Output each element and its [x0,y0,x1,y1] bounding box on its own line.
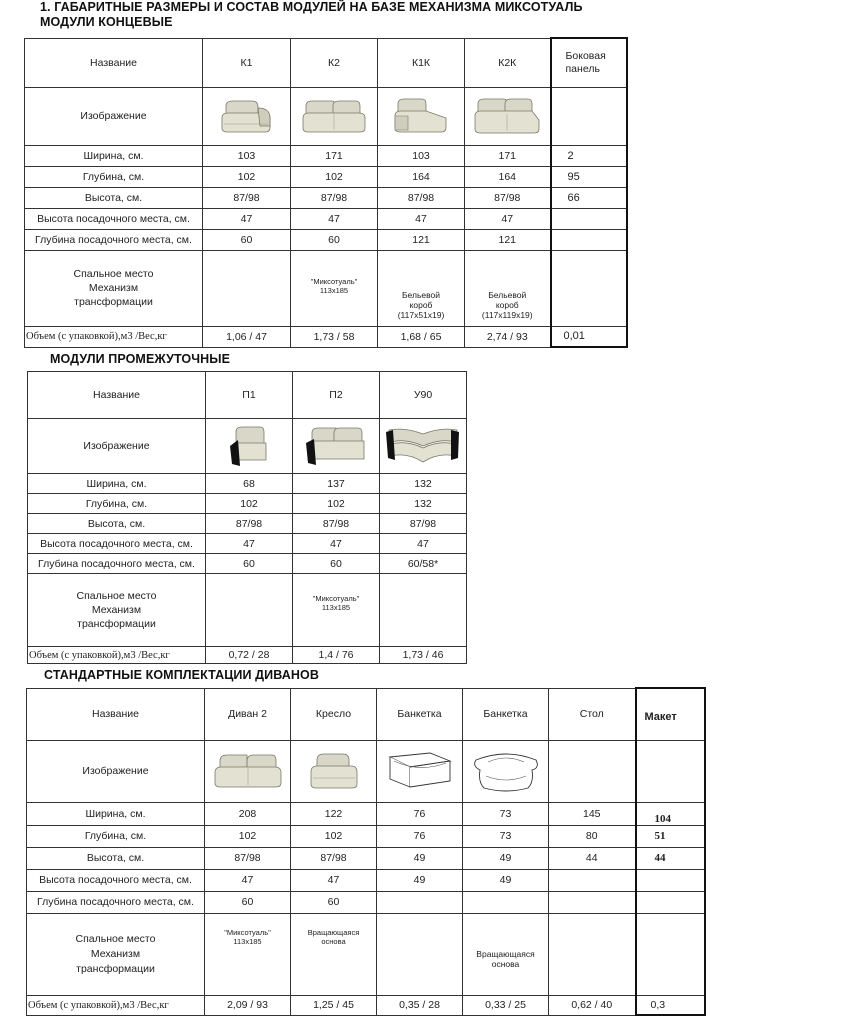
image-label: Изображение [27,740,205,802]
width-value: 137 [293,474,380,494]
side-panel-label-1: Боковая [565,49,606,62]
sleep-mechanism-label [28,574,206,647]
empty-cell [463,891,549,913]
seat-height-value: 47 [291,869,377,891]
depth-label: Глубина, см. [28,494,206,514]
double-seat-module-image [304,425,368,467]
seat-height-label: Высота посадочного места, см. [27,869,205,891]
module-name-p1: П1 [206,372,293,419]
module-name-k2k: К2К [465,38,551,87]
width-label: Ширина, см. [27,802,205,825]
sleep-mechanism-row [27,913,705,995]
side-panel-depth: 95 [551,166,627,187]
mechanism-name: "Миксотуаль" [224,927,271,937]
depth-value: 102 [291,166,378,187]
width-row [28,474,467,494]
empty-cell [549,891,636,913]
u90-image [380,419,467,474]
height-value: 87/98 [206,514,293,534]
standard-sets-table [26,687,706,1016]
image-row [27,740,705,802]
image-label: Изображение [28,419,206,474]
sleep-label-line-1: Спальное место [75,932,156,945]
volume-value: 1,73 / 46 [380,647,467,664]
height-value: 87/98 [293,514,380,534]
width-label: Ширина, см. [25,145,203,166]
depth-value: 164 [465,166,551,187]
set-name-table: Стол [549,688,636,740]
seat-depth-value: 121 [465,229,551,250]
sleep-label-line-1: Спальное место [73,268,154,280]
seat-height-value: 47 [203,208,291,229]
volume-value: 1,73 / 58 [291,326,378,347]
empty-cell [549,913,636,995]
ottoman-rotating-base [463,913,549,995]
height-row [27,847,705,869]
storage-box-label: короб [409,299,433,310]
sofa-image [205,740,291,802]
name-row [28,372,467,419]
maket-volume: 0,3 [636,995,705,1015]
rotating-base-label: Вращающаяся [476,949,535,959]
height-value: 87/98 [465,187,551,208]
seat-height-row [25,208,627,229]
k2-mechanism [291,250,378,326]
name-row [27,688,705,740]
armchair-rotating-base [291,913,377,995]
height-value: 44 [549,847,636,869]
seat-height-value: 47 [291,208,378,229]
volume-value: 2,09 / 93 [205,995,291,1015]
seat-height-value: 47 [205,869,291,891]
sleep-label-line-2: Механизм [90,947,141,960]
module-name-k1: К1 [203,38,291,87]
seat-height-label: Высота посадочного места, см. [25,208,203,229]
seat-depth-value: 60 [203,229,291,250]
side-panel-empty-cell [551,208,627,229]
height-value: 87/98 [203,187,291,208]
sofa-image-svg [214,751,282,791]
volume-row [25,326,627,347]
depth-value: 102 [291,825,377,847]
seat-height-row [28,534,467,554]
section-title-end-modules: МОДУЛИ КОНЦЕВЫЕ [40,15,173,29]
empty-cell [377,913,463,995]
table-seat-height-empty [549,869,636,891]
name-label: Название [28,372,206,419]
p1-image [206,419,293,474]
side-panel-empty-cell [551,229,627,250]
maket-empty-cell [636,913,705,995]
width-row [27,802,705,825]
seat-depth-value: 60 [206,554,293,574]
volume-value: 0,35 / 28 [377,995,463,1015]
ottoman-drawing [386,749,454,793]
height-value: 87/98 [291,847,377,869]
armchair-module-image [220,96,274,136]
k1-mechanism-empty [203,250,291,326]
module-name-p2: П2 [293,372,380,419]
depth-label: Глубина, см. [25,166,203,187]
depth-value: 76 [377,825,463,847]
height-value: 49 [377,847,463,869]
sleep-mechanism-label [27,913,205,995]
table-image-empty [549,740,636,802]
image-row [25,87,627,145]
depth-value: 164 [378,166,465,187]
width-value: 132 [380,474,467,494]
k2-image [291,87,378,145]
ottoman-1-image [377,740,463,802]
sleep-label-line-2: Механизм [91,604,142,616]
volume-value: 1,68 / 65 [378,326,465,347]
side-panel-image-cell [551,87,627,145]
height-label: Высота, см. [28,514,206,534]
depth-value: 132 [380,494,467,514]
width-value: 103 [203,145,291,166]
width-value: 68 [206,474,293,494]
two-seat-module-image [302,96,366,136]
seat-height-label: Высота посадочного места, см. [28,534,206,554]
empty-cell [377,891,463,913]
height-value: 87/98 [380,514,467,534]
width-row [25,145,627,166]
seat-height-value: 49 [377,869,463,891]
image-label: Изображение [25,87,203,145]
depth-row [28,494,467,514]
volume-value: 0,72 / 28 [206,647,293,664]
depth-label: Глубина, см. [27,825,205,847]
k2k-image [465,87,551,145]
height-row [25,187,627,208]
side-panel-header [551,38,627,87]
volume-value: 1,4 / 76 [293,647,380,664]
depth-value: 73 [463,825,549,847]
width-value: 76 [377,802,463,825]
side-panel-height: 66 [551,187,627,208]
width-value: 122 [291,802,377,825]
height-row [28,514,467,534]
width-value: 103 [378,145,465,166]
depth-value: 80 [549,825,636,847]
name-row [25,38,627,87]
height-value: 87/98 [205,847,291,869]
end-modules-table [24,37,628,348]
set-name-armchair: Кресло [291,688,377,740]
seat-depth-label: Глубина посадочного места, см. [25,229,203,250]
height-label: Высота, см. [27,847,205,869]
storage-box-size: (117х51х19) [397,309,445,320]
sleep-label-line-3: трансформации [76,962,155,975]
width-value: 145 [549,802,636,825]
image-row [28,419,467,474]
name-label: Название [25,38,203,87]
depth-row [25,166,627,187]
set-name-ottoman: Банкетка [377,688,463,740]
seat-height-value: 47 [206,534,293,554]
seat-depth-row [28,554,467,574]
sleep-mechanism-label [25,250,203,326]
single-seat-module-image [226,424,272,468]
seat-height-value: 47 [378,208,465,229]
seat-height-value: 49 [463,869,549,891]
seat-depth-value: 121 [378,229,465,250]
storage-box-size: (117х119х19) [481,309,533,320]
seat-depth-value: 60 [293,554,380,574]
rotating-base-label: Вращающаяся [307,927,360,937]
sleep-label-line-3: трансформации [77,618,156,630]
section-title-intermediate: МОДУЛИ ПРОМЕЖУТОЧНЫЕ [50,352,231,366]
u90-mechanism-empty [380,574,467,647]
mechanism-size: 113х185 [233,936,262,946]
height-value: 49 [463,847,549,869]
p2-mechanism [293,574,380,647]
side-panel-empty-cell [551,250,627,326]
chaise-module-image [394,96,448,136]
height-value: 87/98 [291,187,378,208]
maket-height: 44 [636,847,705,869]
sleep-label-line-2: Механизм [88,282,139,294]
width-label: Ширина, см. [28,474,206,494]
seat-height-value: 47 [465,208,551,229]
storage-box-label: короб [495,299,519,310]
height-value: 87/98 [378,187,465,208]
width-value: 171 [465,145,551,166]
round-ottoman-drawing [470,748,542,794]
armchair-image [291,740,377,802]
volume-label: Объем (с упаковкой),м3 /Вес,кг [27,995,205,1015]
maket-empty-cell [636,869,705,891]
width-value: 208 [205,802,291,825]
volume-value: 2,74 / 93 [465,326,551,347]
seat-depth-value: 60 [205,891,291,913]
sleep-label-line-3: трансформации [74,296,153,308]
p1-mechanism-empty [206,574,293,647]
mechanism-name: "Миксотуаль" [310,276,358,286]
sleep-mechanism-row [25,250,627,326]
rotating-base-label: основа [321,936,346,946]
seat-depth-label: Глубина посадочного места, см. [28,554,206,574]
k2k-storage-box [465,250,551,326]
seat-depth-value: 60/58* [380,554,467,574]
mechanism-size: 113х185 [319,285,349,295]
volume-row [28,647,467,664]
seat-depth-row [25,229,627,250]
width-value: 171 [291,145,378,166]
side-panel-width: 2 [551,145,627,166]
sleep-mechanism-row [28,574,467,647]
volume-row [27,995,705,1015]
rotating-base-label: основа [491,959,520,969]
maket-width: 104 [636,802,705,825]
side-panel-label-2: панель [565,62,600,75]
module-name-k2: К2 [291,38,378,87]
width-value: 73 [463,802,549,825]
depth-value: 102 [203,166,291,187]
depth-value: 102 [206,494,293,514]
maket-depth: 51 [636,825,705,847]
depth-value: 102 [205,825,291,847]
height-label: Высота, см. [25,187,203,208]
document-title: 1. ГАБАРИТНЫЕ РАЗМЕРЫ И СОСТАВ МОДУЛЕЙ НА БАЗЕ МЕХАНИЗМА МИКСОТУАЛЬ [40,0,583,14]
name-label: Название [27,688,205,740]
ottoman-2-image [463,740,549,802]
seat-depth-value: 60 [291,891,377,913]
corner-module-image [385,424,461,468]
mechanism-size: 113х185 [321,603,351,612]
depth-row [27,825,705,847]
section-title-standard-sets: СТАНДАРТНЫЕ КОМПЛЕКТАЦИИ ДИВАНОВ [44,668,319,682]
k1k-storage-box [378,250,465,326]
set-name-sofa: Диван 2 [205,688,291,740]
maket-header: Макет [636,688,705,740]
volume-value: 1,25 / 45 [291,995,377,1015]
mechanism-name: "Миксотуаль" [312,594,360,603]
volume-value: 1,06 / 47 [203,326,291,347]
k1k-image [378,87,465,145]
seat-depth-row [27,891,705,913]
module-name-u90: У90 [380,372,467,419]
seat-height-value: 47 [293,534,380,554]
volume-label: Объем (с упаковкой),м3 /Вес,кг [28,647,206,664]
side-panel-volume: 0,01 [551,326,627,347]
storage-box-label: Бельевой [401,289,441,300]
volume-label: Объем (с упаковкой),м3 /Вес,кг [25,326,203,347]
volume-value: 0,62 / 40 [549,995,636,1015]
k1-image [203,87,291,145]
depth-value: 102 [293,494,380,514]
set-name-ottoman: Банкетка [463,688,549,740]
seat-depth-value: 60 [291,229,378,250]
seat-height-value: 47 [380,534,467,554]
intermediate-modules-table [27,371,467,664]
armchair-image-svg [309,750,359,792]
sleep-label-line-1: Спальное место [76,590,157,602]
sofa-mechanism [205,913,291,995]
seat-depth-label: Глубина посадочного места, см. [27,891,205,913]
p2-image [293,419,380,474]
module-name-k1k: К1К [378,38,465,87]
maket-image-empty [636,740,705,802]
storage-box-label: Бельевой [488,289,527,300]
corner-chaise-module-image [474,96,540,136]
volume-value: 0,33 / 25 [463,995,549,1015]
seat-height-row [27,869,705,891]
maket-empty-cell [636,891,705,913]
